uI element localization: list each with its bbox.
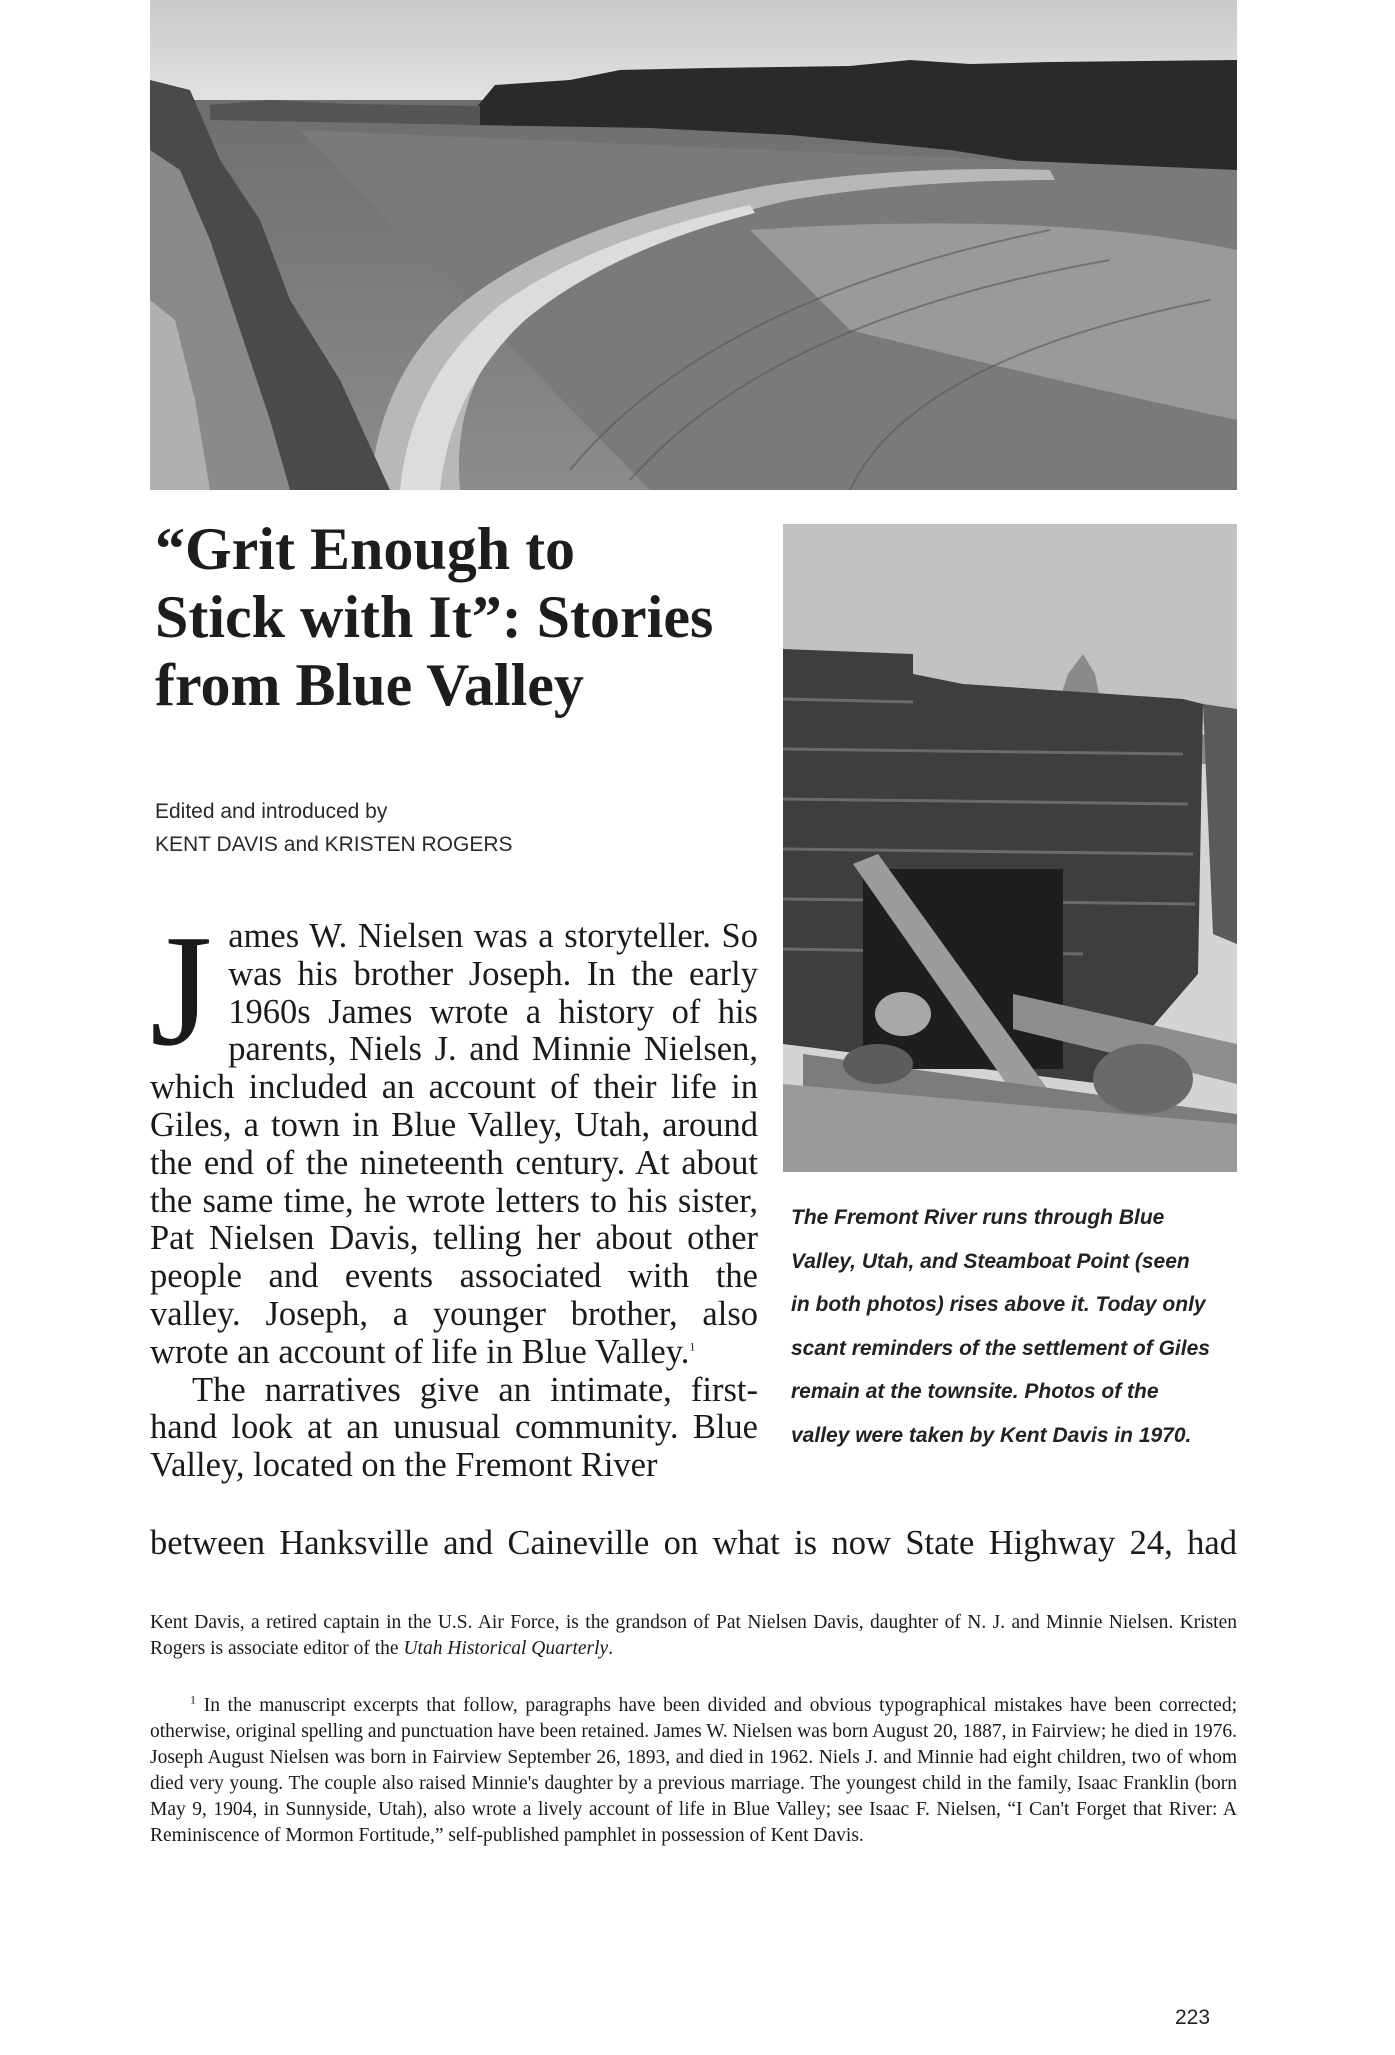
footnote-1 [150,1693,1237,1849]
contributor-note-end: . [608,1638,614,1659]
footnote-number: 1 [190,1692,196,1707]
page-number: 223 [1175,2006,1211,2029]
photo-caption: The Fremont River runs through Blue Valley, Utah, and Steamboat Point (seen in both photos) rises above it. Today only scant reminders of the settlement of Giles remain at the townsite. Photos of the valley were taken by Kent Davis in 1970. [791,1206,1210,1447]
byline-edited-by: Edited and introduced by [155,800,388,823]
footnote-text: In the manuscript excerpts that follow, paragraphs have been divided and obvious typographical mistakes have been corrected; otherwise, original spelling and punctuation have been retained. James W. Nielsen was born August 20, 1887, in Fairview; he died in 1976. Joseph August Nielsen was born in Fairview September 26, 1893, and died in 1962. Niels J. and Minnie had eight children, two of whom died very young. The couple also raised Minnie's daughter by a previous marriage. The youngest child in the family, Isaac Franklin (born May 9, 1904, in Sunnyside, Utah), also wrote a lively account of life in Blue Valley; see Isaac F. Nielsen, “I Can't Forget that River: A Reminiscence of Mormon Fortitude,” self-published pamphlet in possession of Kent Davis. [150,1695,1237,1846]
drop-cap: J [150,901,213,1079]
contributor-note [150,1610,1237,1662]
journal-title: Utah Historical Quarterly [403,1638,609,1659]
photo-fremont-river-valley [150,0,1237,490]
footnote-reference: 1 [689,1339,696,1354]
body-paragraph-1-text: ames W. Nielsen was a storyteller. So was his brother Joseph. In the early 1960s James wrote a history of his parents, Niels J. and Minnie Nielsen, which included an account of their life in Giles, a town in Blue Valley, Utah, around the end of the nineteenth century. At about the same time, he wrote letters to his sister, Pat Nielsen Davis, telling her about other people and events associated with the valley. Joseph, a younger brother, also wrote an account of life in Blue Valley. [150,917,758,1371]
photo-giles-ruin [783,524,1237,1172]
body-paragraph-1 [150,901,758,1372]
byline [155,795,715,861]
body-paragraph-2: The narratives give an intimate, first-hand look at an unusual community. Blue Valley, located on the Fremont River [150,1370,758,1485]
byline-authors: KENT DAVIS and KRISTEN ROGERS [155,833,513,856]
article-body [150,901,758,1485]
body-paragraph-2-last-line: between Hanksville and Caineville on what is now State Highway 24, had [150,1524,1237,1562]
article-title: “Grit Enough to Stick with It”: Stories from Blue Valley [155,516,714,718]
contributor-note-text: Kent Davis, a retired captain in the U.S. Air Force, is the grandson of Pat Nielsen Davis, daughter of N. J. and Minnie Nielsen. Kristen Rogers is associate editor of the [150,1612,1237,1659]
